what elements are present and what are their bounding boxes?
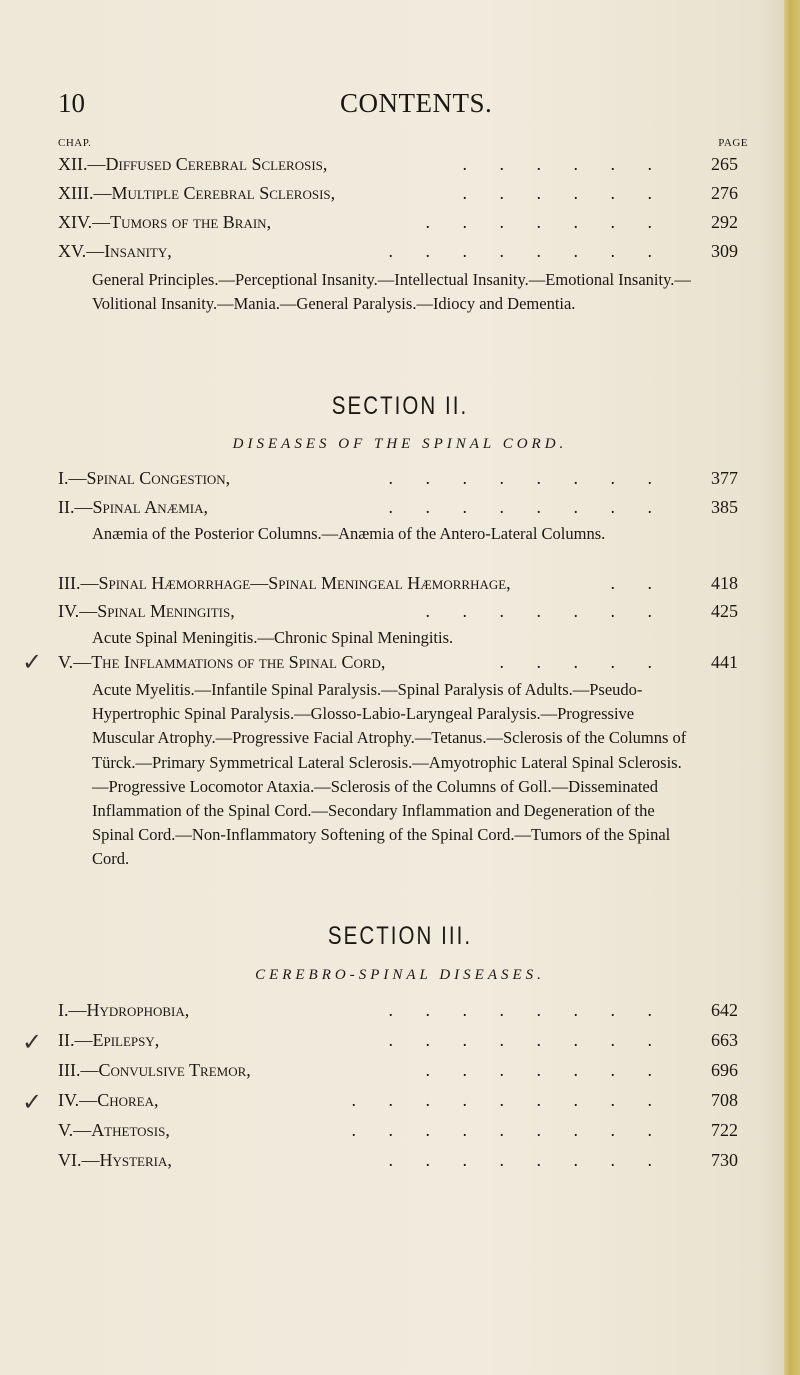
section-subheading: CEREBRO-SPINAL DISEASES. <box>255 967 545 983</box>
page-number: 10 <box>58 88 85 118</box>
section-heading: SECTION II. <box>331 392 469 420</box>
entry-page: 292 <box>711 212 738 232</box>
page-column-label: PAGE <box>718 137 748 149</box>
entry-page: 642 <box>711 1000 738 1020</box>
entry-title: —Diffused Cerebral Sclerosis, <box>87 154 328 174</box>
toc-entry: IV.—Chorea, . . . . . . . . . 708 <box>58 1090 738 1110</box>
toc-entry: I.—Hydrophobia, . . . . . . . . 642 <box>58 1000 738 1020</box>
chapter-column-label: CHAP. <box>58 137 92 149</box>
entry-title: —Spinal Hæmorrhage—Spinal Meningeal Hæmorrhage, <box>80 573 511 593</box>
toc-entry: III.—Spinal Hæmorrhage—Spinal Meningeal Hæmorrhage, . . 418 <box>58 573 738 593</box>
entry-title: —Athetosis, <box>73 1120 170 1140</box>
pencil-check-mark: ✓ <box>22 1088 43 1116</box>
entry-subtopics: Anæmia of the Posterior Columns.—Anæmia of the Antero-Lateral Columns. <box>92 524 606 543</box>
toc-entry: XV.—Insanity, . . . . . . . . 309 <box>58 241 738 261</box>
entry-subtopics: Acute Spinal Meningitis.—Chronic Spinal Meningitis. <box>92 628 454 647</box>
toc-entry: VI.—Hysteria, . . . . . . . . 730 <box>58 1150 738 1170</box>
entry-page: 722 <box>711 1120 738 1140</box>
section-subheading: DISEASES OF THE SPINAL CORD. <box>232 436 568 452</box>
entry-subtopics: General Principles.—Perceptional Insanity.—Intellectual Insanity.—Emotional Insanity.—Volitional Insanity.—Mania.—General Paralysis.—Idiocy and Dementia. <box>92 270 691 314</box>
entry-title: —Convulsive Tremor, <box>80 1060 251 1080</box>
entry-page: 730 <box>711 1150 738 1170</box>
toc-entry: V.—Athetosis, . . . . . . . . . 722 <box>58 1120 738 1140</box>
entry-title: —Spinal Congestion, <box>68 468 231 488</box>
pencil-check-mark: ✓ <box>22 1028 43 1056</box>
toc-entry: V.—The Inflammations of the Spinal Cord, . . . . . 441 <box>58 652 738 672</box>
toc-entry: IV.—Spinal Meningitis, . . . . . . . 425 <box>58 601 738 621</box>
entry-title: —Insanity, <box>86 241 172 261</box>
page-header <box>0 88 800 118</box>
running-head: CONTENTS. <box>340 88 493 118</box>
page-edge <box>784 0 800 1375</box>
entry-title: —The Inflammations of the Spinal Cord, <box>73 652 386 672</box>
toc-entry: XIV.—Tumors of the Brain, . . . . . . . 292 <box>58 212 738 232</box>
entry-page: 425 <box>711 601 738 621</box>
entry-page: 265 <box>711 154 738 174</box>
entry-page: 385 <box>711 497 738 517</box>
entry-title: —Multiple Cerebral Sclerosis, <box>93 183 336 203</box>
toc-entry: II.—Epilepsy, . . . . . . . . 663 <box>58 1030 738 1050</box>
entry-page: 663 <box>711 1030 738 1050</box>
pencil-check-mark: ✓ <box>22 648 43 676</box>
toc-entry: I.—Spinal Congestion, . . . . . . . . 377 <box>58 468 738 488</box>
section-heading: SECTION III. <box>327 922 473 950</box>
entry-page: 377 <box>711 468 738 488</box>
entry-title: —Hysteria, <box>81 1150 172 1170</box>
entry-page: 708 <box>711 1090 738 1110</box>
entry-page: 276 <box>711 183 738 203</box>
toc-entry: XIII.—Multiple Cerebral Sclerosis, . . . . . . 276 <box>58 183 738 203</box>
entry-title: —Hydrophobia, <box>68 1000 190 1020</box>
toc-entry: XII.—Diffused Cerebral Sclerosis, . . . . . . 265 <box>58 154 738 174</box>
entry-page: 441 <box>711 652 738 672</box>
entry-page: 309 <box>711 241 738 261</box>
entry-title: —Tumors of the Brain, <box>92 212 272 232</box>
entry-title: —Chorea, <box>79 1090 159 1110</box>
toc-entry: II.—Spinal Anæmia, . . . . . . . . 385 <box>58 497 738 517</box>
entry-title: —Spinal Meningitis, <box>79 601 235 621</box>
entry-subtopics: Acute Myelitis.—Infantile Spinal Paralysis.—Spinal Paralysis of Adults.—Pseudo-Hypertrophic Spinal Paralysis.—Glosso-Labio-Laryngeal Paralysis.—Progressive Muscular Atrophy.—Progressive Facial Atrophy.—Tetanus.—Sclerosis of the Columns of Türck.—Primary Symmetrical Lateral Sclerosis.—Amyotrophic Lateral Spinal Sclerosis.—Progressive Locomotor Ataxia.—Sclerosis of the Columns of Goll.—Disseminated Inflammation of the Spinal Cord.—Secondary Inflammation and Degeneration of the Spinal Cord.—Non-Inflammatory Softening of the Spinal Cord.—Tumors of the Spinal Cord. <box>92 680 687 869</box>
entry-title: —Epilepsy, <box>74 1030 160 1050</box>
entry-page: 418 <box>711 573 738 593</box>
entry-page: 696 <box>711 1060 738 1080</box>
toc-entry: III.—Convulsive Tremor, . . . . . . . 696 <box>58 1060 738 1080</box>
entry-title: —Spinal Anæmia, <box>74 497 209 517</box>
